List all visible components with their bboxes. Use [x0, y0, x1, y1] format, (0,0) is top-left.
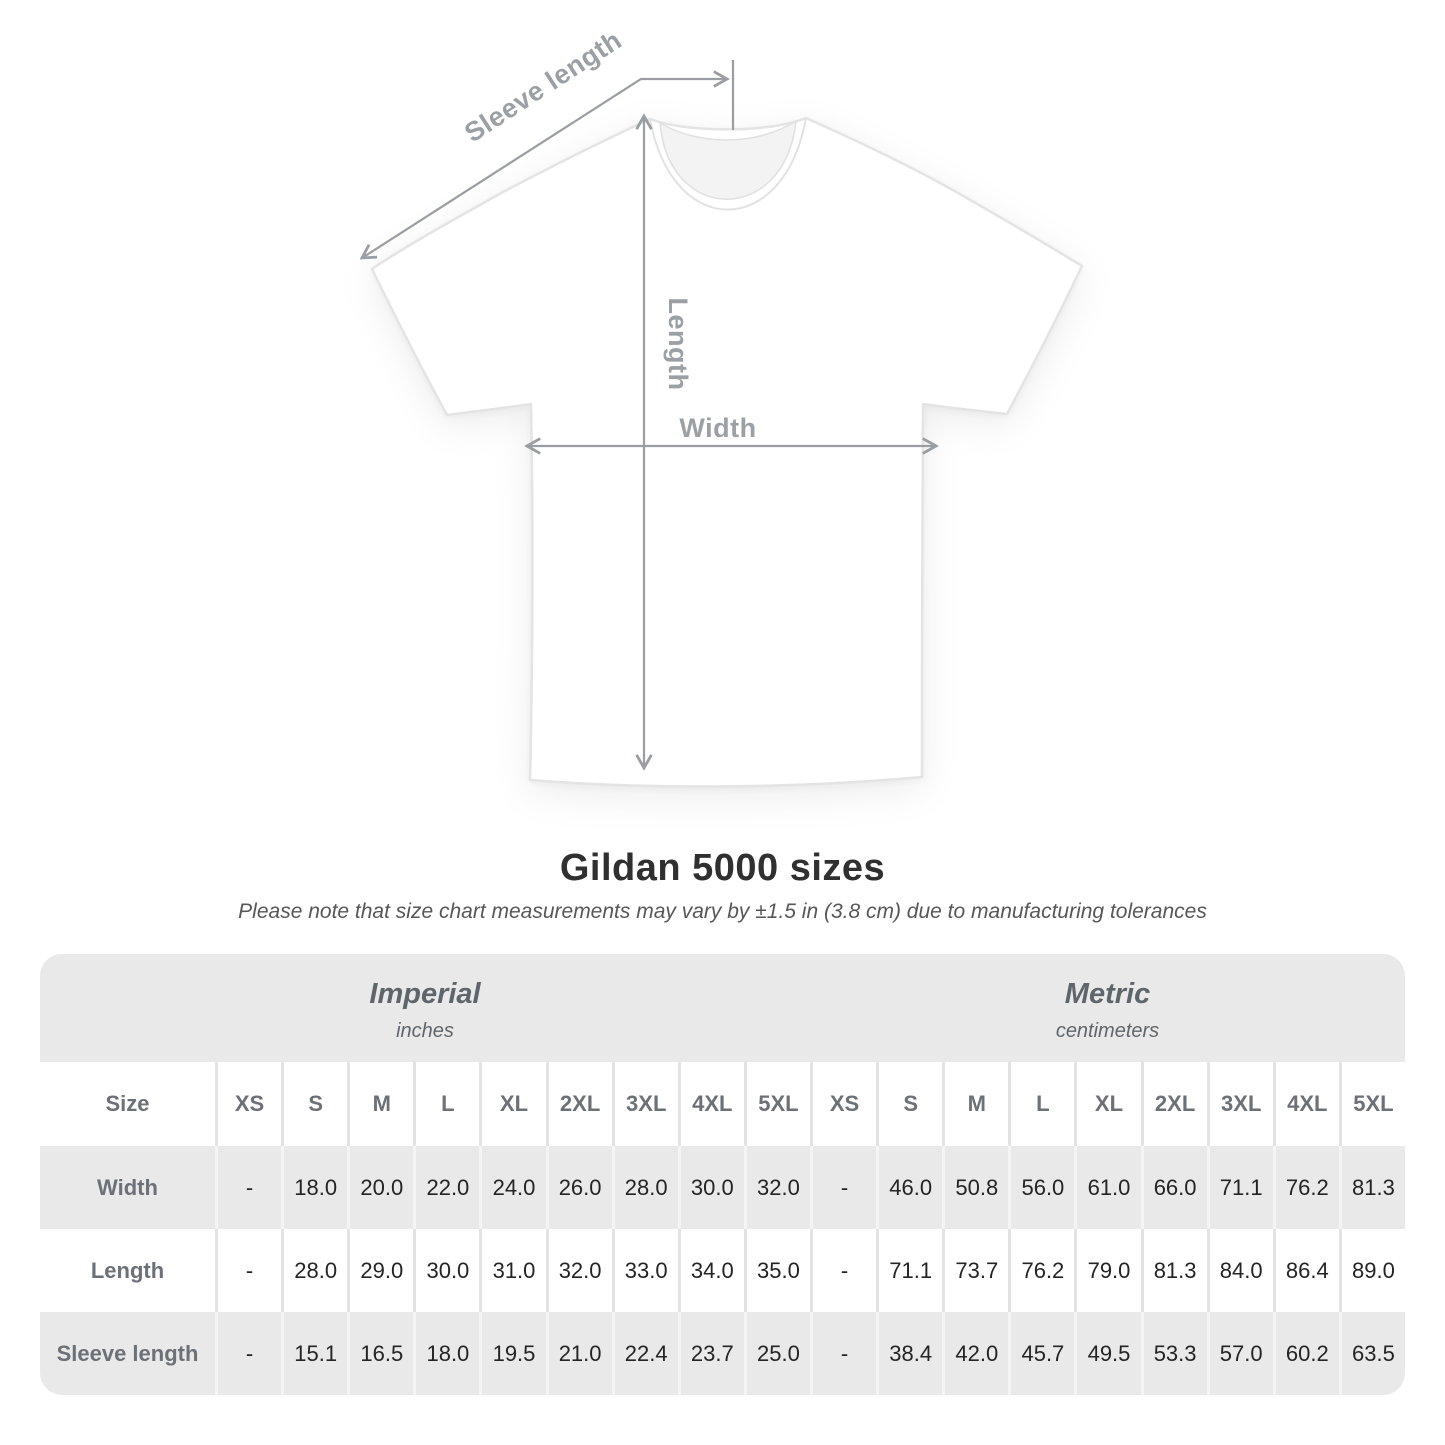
width-metric-4xl: 76.2: [1273, 1146, 1339, 1229]
sleeve-length-imperial-xs: -: [215, 1312, 281, 1395]
width-metric-xs: -: [810, 1146, 876, 1229]
sleeve-length-imperial-2xl: 21.0: [546, 1312, 612, 1395]
row-label-width: Width: [97, 1174, 158, 1200]
title-block: [0, 847, 1445, 924]
size-header-imperial-2xl: 2XL: [546, 1062, 612, 1146]
sleeve-length-imperial-l: 18.0: [413, 1312, 479, 1395]
width-metric-l: 56.0: [1008, 1146, 1074, 1229]
row-label-length: Length: [90, 1257, 165, 1283]
metric-unit-subtitle: centimeters: [1055, 1019, 1160, 1042]
sleeve-length-metric-4xl: 60.2: [1273, 1312, 1339, 1395]
sleeve-length-metric-2xl: 53.3: [1141, 1312, 1207, 1395]
size-header-metric-4xl: 4XL: [1273, 1062, 1339, 1146]
length-metric-2xl: 81.3: [1141, 1229, 1207, 1312]
length-imperial-5xl: 35.0: [744, 1229, 810, 1312]
length-metric-4xl: 86.4: [1273, 1229, 1339, 1312]
size-header-metric-2xl: 2XL: [1141, 1062, 1207, 1146]
tolerance-note: Please note that size chart measurements may vary by ±1.5 in (3.8 cm) due to manufacturing tolerances: [238, 900, 1207, 923]
size-header-metric-5xl: 5XL: [1339, 1062, 1405, 1146]
length-metric-5xl: 89.0: [1339, 1229, 1405, 1312]
length-imperial-s: 28.0: [281, 1229, 347, 1312]
length-imperial-xs: -: [215, 1229, 281, 1312]
width-imperial-5xl: 32.0: [744, 1146, 810, 1229]
size-header-metric-m: M: [942, 1062, 1008, 1146]
size-header-metric-l: L: [1008, 1062, 1074, 1146]
tshirt-body: [372, 118, 1082, 786]
table-row-length: [40, 1229, 1405, 1312]
sleeve-length-metric-3xl: 57.0: [1207, 1312, 1273, 1395]
width-imperial-2xl: 26.0: [546, 1146, 612, 1229]
metric-unit-name: Metric: [1064, 977, 1151, 1010]
size-header-metric-xl: XL: [1074, 1062, 1140, 1146]
imperial-unit-subtitle: inches: [396, 1019, 454, 1042]
width-imperial-4xl: 30.0: [678, 1146, 744, 1229]
length-imperial-2xl: 32.0: [546, 1229, 612, 1312]
sleeve-length-imperial-m: 16.5: [347, 1312, 413, 1395]
width-imperial-l: 22.0: [413, 1146, 479, 1229]
metric-unit-header: [810, 954, 1405, 1062]
width-imperial-m: 20.0: [347, 1146, 413, 1229]
length-imperial-3xl: 33.0: [612, 1229, 678, 1312]
length-imperial-4xl: 34.0: [678, 1229, 744, 1312]
length-metric-l: 76.2: [1008, 1229, 1074, 1312]
size-header-imperial-xs: XS: [215, 1062, 281, 1146]
width-imperial-xs: -: [215, 1146, 281, 1229]
sleeve-length-imperial-xl: 19.5: [479, 1312, 545, 1395]
size-header-imperial-5xl: 5XL: [744, 1062, 810, 1146]
length-imperial-xl: 31.0: [479, 1229, 545, 1312]
sleeve-length-metric-m: 42.0: [942, 1312, 1008, 1395]
size-header-imperial-l: L: [413, 1062, 479, 1146]
imperial-unit-name: Imperial: [369, 977, 481, 1010]
length-label: Length: [663, 297, 693, 391]
size-header-row: [40, 1062, 1405, 1146]
length-metric-s: 71.1: [876, 1229, 942, 1312]
page-title: Gildan 5000 sizes: [559, 847, 886, 889]
length-metric-3xl: 84.0: [1207, 1229, 1273, 1312]
width-metric-s: 46.0: [876, 1146, 942, 1229]
size-header-imperial-m: M: [347, 1062, 413, 1146]
row-label-sleeve-length: Sleeve length: [56, 1340, 199, 1366]
size-header-imperial-s: S: [281, 1062, 347, 1146]
length-imperial-m: 29.0: [347, 1229, 413, 1312]
table-body: [40, 1146, 1405, 1395]
sleeve-length-metric-xs: -: [810, 1312, 876, 1395]
table-row-width: [40, 1146, 1405, 1229]
size-header-metric-s: S: [876, 1062, 942, 1146]
length-metric-xl: 79.0: [1074, 1229, 1140, 1312]
length-imperial-l: 30.0: [413, 1229, 479, 1312]
sleeve-length-metric-xl: 49.5: [1074, 1312, 1140, 1395]
size-header-imperial-xl: XL: [479, 1062, 545, 1146]
unit-header-band: [40, 954, 1405, 1062]
width-metric-xl: 61.0: [1074, 1146, 1140, 1229]
imperial-unit-header: [40, 954, 810, 1062]
sleeve-length-imperial-5xl: 25.0: [744, 1312, 810, 1395]
sleeve-length-imperial-3xl: 22.4: [612, 1312, 678, 1395]
size-chart-table: [40, 954, 1405, 1395]
sleeve-length-imperial-s: 15.1: [281, 1312, 347, 1395]
table-row-sleeve-length: [40, 1312, 1405, 1395]
width-imperial-xl: 24.0: [479, 1146, 545, 1229]
size-header-imperial-4xl: 4XL: [678, 1062, 744, 1146]
size-header-metric-3xl: 3XL: [1207, 1062, 1273, 1146]
width-imperial-s: 18.0: [281, 1146, 347, 1229]
width-metric-3xl: 71.1: [1207, 1146, 1273, 1229]
width-metric-m: 50.8: [942, 1146, 1008, 1229]
width-metric-2xl: 66.0: [1141, 1146, 1207, 1229]
length-metric-m: 73.7: [942, 1229, 1008, 1312]
sleeve-length-imperial-4xl: 23.7: [678, 1312, 744, 1395]
size-header-imperial-3xl: 3XL: [612, 1062, 678, 1146]
width-metric-5xl: 81.3: [1339, 1146, 1405, 1229]
sleeve-length-metric-l: 45.7: [1008, 1312, 1074, 1395]
width-label: Width: [679, 413, 757, 443]
sleeve-length-metric-s: 38.4: [876, 1312, 942, 1395]
sleeve-length-label: Sleeve length: [459, 24, 627, 149]
sleeve-length-metric-5xl: 63.5: [1339, 1312, 1405, 1395]
size-column-header: Size: [105, 1091, 150, 1116]
length-metric-xs: -: [810, 1229, 876, 1312]
size-header-metric-xs: XS: [810, 1062, 876, 1146]
width-imperial-3xl: 28.0: [612, 1146, 678, 1229]
